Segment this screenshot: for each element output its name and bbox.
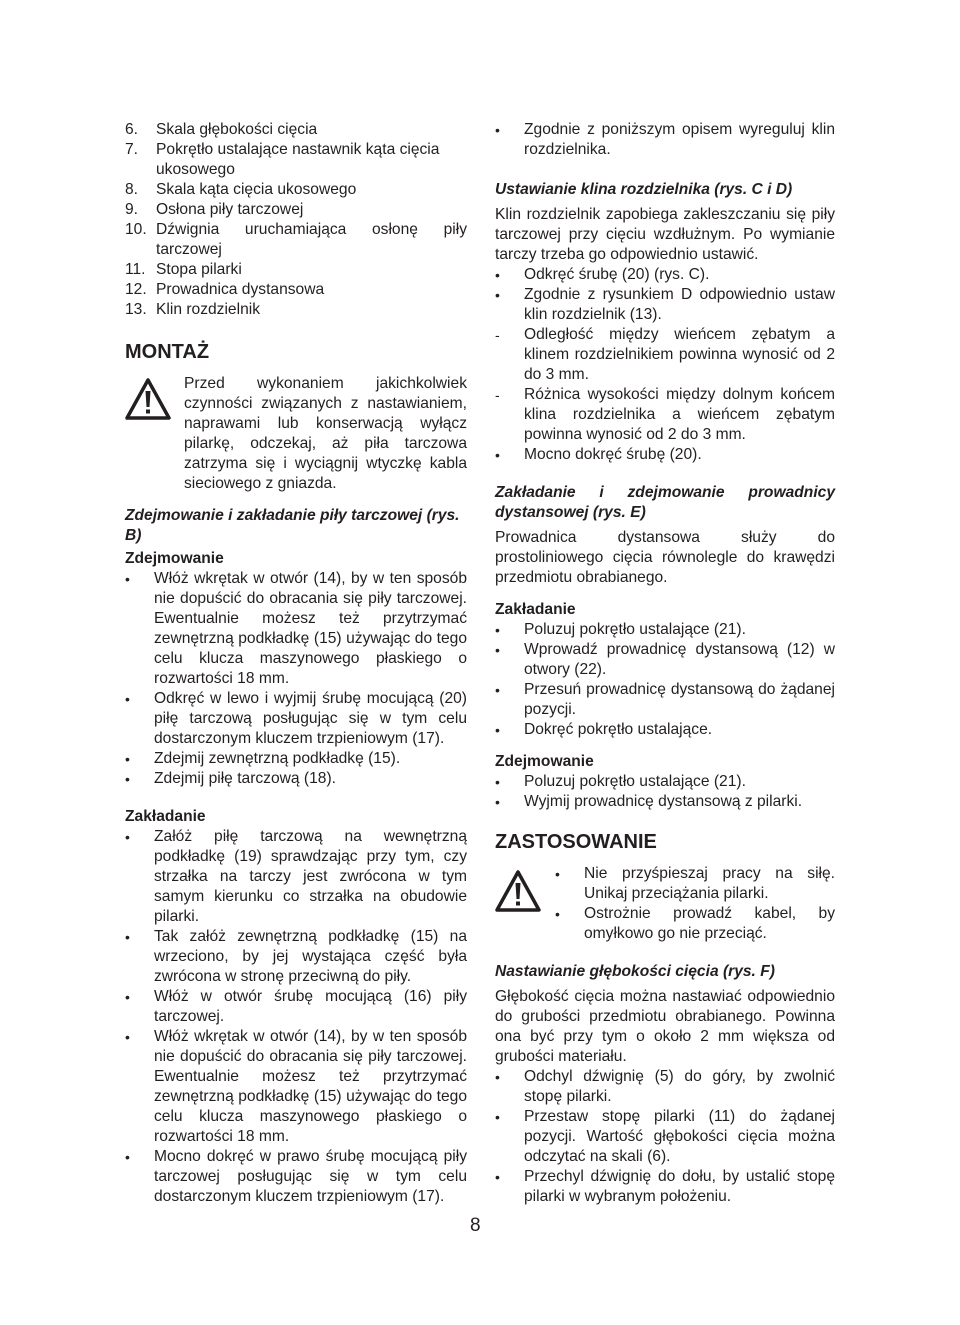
paragraph-klin: Klin rozdzielnik zapobiega zakleszczaniu się piły tarczowej przy cięciu wzdłużnym. Po wymianie tarczy trzeba go odpowiednio ustawić.: [495, 206, 835, 263]
list-item: • Wyjmij prowadnicę dystansową z pilarki.: [495, 793, 803, 810]
bullet: •: [125, 989, 130, 1005]
list-item: • Dokręć pokrętło ustalające.: [495, 721, 713, 738]
list-item: • Zgodnie z poniższym opisem wyreguluj klin rozdzielnika.: [495, 121, 835, 158]
list-item: • Poluzuj pokrętło ustalające (21).: [495, 621, 746, 638]
bullet: •: [555, 866, 560, 882]
section-title-zastosowanie: ZASTOSOWANIE: [495, 831, 657, 853]
list-item: • Włóż wkrętak w otwór (14), by w ten sposób nie dopuścić do obracania się piły tarczowej. Ewentualnie możesz też przytrzymać zewnętrzną podkładkę (15) używając do tego celu klucza maszynowego płaskiego o rozwartości 18 mm.: [125, 1028, 467, 1145]
page-number: 8: [470, 1215, 481, 1236]
depth-list: [495, 1067, 835, 1207]
bullet: •: [125, 751, 130, 767]
list-item: • Zgodnie z rysunkiem D odpowiednio ustaw klin rozdzielnik (13).: [495, 286, 835, 323]
bullet: •: [495, 122, 500, 138]
bullet: •: [495, 1109, 500, 1125]
warning-icon: [495, 870, 541, 912]
list-item: • Zdejmij zewnętrzną podkładkę (15).: [125, 750, 401, 767]
list-item: 7. Pokrętło ustalające nastawnik kąta cięcia ukosowego: [125, 141, 440, 178]
subheading-prowadnica: Zakładanie i zdejmowanie prowadnicy dystansowej (rys. E): [495, 484, 835, 521]
list-item: • Nie przyśpieszaj pracy na siłę. Unikaj przeciążania pilarki.: [555, 865, 835, 902]
subheading-blade: Zdejmowanie i zakładanie piły tarczowej (rys. B): [125, 507, 460, 544]
list-item: - Różnica wysokości między dolnym końcem klina rozdzielnika a wieńcem zębatym powinna wynosić od 2 do 3 mm.: [495, 386, 835, 443]
heading-removal: Zdejmowanie: [125, 550, 224, 567]
section-title-montaz: MONTAŻ: [125, 341, 210, 363]
list-item: • Przesuń prowadnicę dystansową do żądanej pozycji.: [495, 681, 835, 718]
bullet: •: [555, 906, 560, 922]
list-item: 8. Skala kąta cięcia ukosowego: [125, 181, 357, 198]
warning-block: [125, 374, 467, 494]
list-item: • Wprowadź prowadnicę dystansową (12) w otwory (22).: [495, 641, 835, 678]
warning-text: Przed wykonaniem jakichkolwiek czynności związanych z nastawianiem, naprawami lub konserwacją wyłącz pilarkę, odczekaj, aż piła tarczowa zatrzyma się i wyciągnij wtyczkę kabla sieciowego z gniazda.: [184, 375, 467, 492]
list-item: 6. Skala głębokości cięcia: [125, 121, 318, 138]
prow-install-list: [495, 620, 835, 740]
list-item: • Mocno dokręć w prawo śrubę mocującą piły tarczowej posługując się w tym celu dostarczonym kluczem trzpieniowym (17).: [125, 1148, 467, 1205]
bullet: •: [495, 682, 500, 698]
bullet: •: [125, 571, 130, 587]
heading-prow-remove: Zdejmowanie: [495, 753, 594, 770]
heading-prow-install: Zakładanie: [495, 601, 576, 618]
list-item: 10. Dźwignia uruchamiająca osłonę piły tarczowej: [125, 221, 467, 258]
list-item: 12. Prowadnica dystansowa: [125, 281, 325, 298]
list-item: • Załóż piłę tarczową na wewnętrzną podkładkę (19) sprawdzając przy tym, czy strzałka na tarczy jest zwrócona w tym samym kierunku co strzałka na obudowie pilarki.: [125, 828, 467, 925]
list-item: • Poluzuj pokrętło ustalające (21).: [495, 773, 746, 790]
list-item: • Przechyl dźwignię do dołu, by ustalić stopę pilarki w wybranym położeniu.: [495, 1168, 835, 1205]
warning-icon: [125, 378, 171, 420]
bullet: •: [125, 1029, 130, 1045]
list-item: 13. Klin rozdzielnik: [125, 301, 261, 318]
prow-remove-list: [495, 772, 835, 812]
bullet: •: [125, 829, 130, 845]
left-column: [125, 120, 467, 1207]
bullet: •: [495, 722, 500, 738]
bullet: •: [125, 771, 130, 787]
list-item: 9. Osłona piły tarczowej: [125, 201, 304, 218]
install-list: [125, 827, 467, 1207]
bullet: •: [125, 929, 130, 945]
list-item: • Odchyl dźwignię (5) do góry, by zwolnić stopę pilarki.: [495, 1068, 835, 1105]
bullet: •: [125, 1149, 130, 1165]
subheading-klin: Ustawianie klina rozdzielnika (rys. C i D): [495, 181, 793, 198]
paragraph-prowadnica: Prowadnica dystansowa służy do prostoliniowego cięcia równolegle do krawędzi przedmiotu obrabianego.: [495, 529, 835, 586]
bullet: •: [495, 642, 500, 658]
list-item: • Przestaw stopę pilarki (11) do żądanej pozycji. Wartość głębokości cięcia można odczytać na skali (6).: [495, 1108, 835, 1165]
paragraph-depth: Głębokość cięcia można nastawiać odpowiednio do grubości przedmiotu obrabianego. Powinna ona być przy tym o około 2 mm większa od grubości materiału.: [495, 988, 835, 1065]
bullet: •: [125, 691, 130, 707]
bullet: •: [495, 774, 500, 790]
list-item: • Włóż wkrętak w otwór (14), by w ten sposób nie dopuścić do obracania się piły tarczowej. Ewentualnie możesz też przytrzymać zewnętrzną podkładkę (15) używając do tego celu klucza maszynowego płaskiego o rozwartości 18 mm.: [125, 570, 467, 687]
bullet: •: [495, 622, 500, 638]
list-item: 11. Stopa pilarki: [125, 261, 242, 278]
heading-install: Zakładanie: [125, 808, 206, 825]
list-item: • Tak załóż zewnętrzną podkładkę (15) na wrzeciono, by jej wystająca część była zwrócona w stronę przeciwną do piły.: [125, 928, 467, 985]
list-item: • Zdejmij piłę tarczową (18).: [125, 770, 336, 787]
right-column: [495, 120, 835, 1207]
intro-list: [495, 120, 835, 160]
parts-list: [125, 120, 467, 320]
list-item: • Włóż w otwór śrubę mocującą (16) piły tarczowej.: [125, 988, 467, 1025]
warning-block: [495, 864, 835, 944]
removal-list: [125, 569, 467, 789]
list-item: • Odkręć śrubę (20) (rys. C).: [495, 266, 710, 283]
bullet: •: [495, 1069, 500, 1085]
bullet: •: [495, 1169, 500, 1185]
list-item: • Ostrożnie prowadź kabel, by omyłkowo go nie przeciąć.: [555, 905, 835, 942]
list-item: • Odkręć w lewo i wyjmij śrubę mocującą (20) piłę tarczową posługując się w tym celu dostarczonym kluczem trzpieniowym (17).: [125, 690, 467, 747]
zastosowanie-warning-list: [555, 864, 835, 944]
list-item: - Odległość między wieńcem zębatym a klinem rozdzielnikiem powinna wynosić od 2 do 3 mm.: [495, 326, 835, 383]
klin-list: [495, 265, 835, 465]
list-item: • Mocno dokręć śrubę (20).: [495, 446, 702, 463]
bullet: •: [495, 794, 500, 810]
subheading-depth: Nastawianie głębokości cięcia (rys. F): [495, 963, 775, 980]
